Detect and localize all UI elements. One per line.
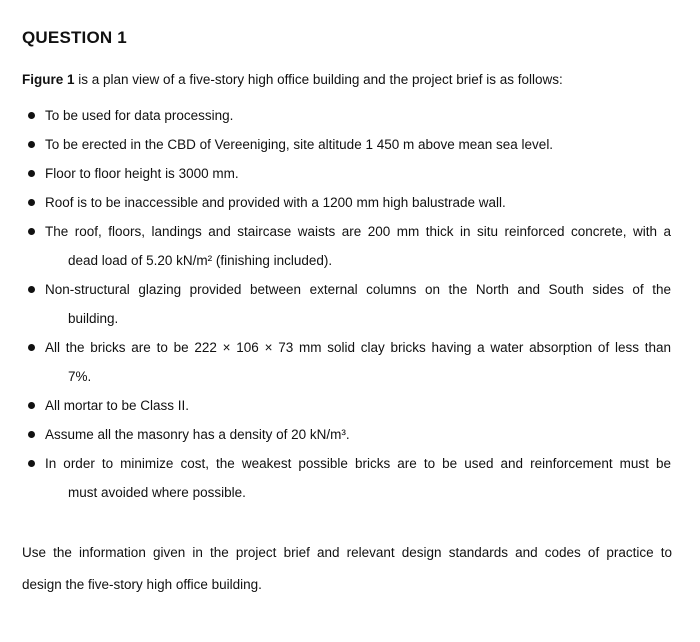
list-item: [0, 391, 700, 420]
list-item: [0, 188, 700, 217]
list-item-text: All mortar to be Class II.: [45, 398, 190, 413]
bullet-icon: [28, 286, 35, 293]
list-item-text: The roof, floors, landings and staircase waists are 200 mm thick in situ reinforced concrete, with a: [45, 224, 671, 239]
list-item-continuation: 7%.: [68, 369, 92, 384]
list-item: [0, 159, 700, 188]
bullet-icon: [28, 112, 35, 119]
list-item: [0, 101, 700, 130]
list-item-text: Assume all the masonry has a density of 20 kN/m³.: [45, 427, 350, 442]
list-item: [0, 449, 700, 507]
list-item-continuation: dead load of 5.20 kN/m² (finishing included).: [68, 253, 333, 268]
bullet-icon: [28, 344, 35, 351]
list-item-text: Floor to floor height is 3000 mm.: [45, 166, 239, 181]
closing-line-2: design the five-story high office building.: [22, 577, 262, 592]
bullet-icon: [28, 431, 35, 438]
intro-paragraph: [22, 72, 563, 87]
list-item-text: Non-structural glazing provided between external columns on the North and South sides of the: [45, 282, 671, 297]
bullet-icon: [28, 199, 35, 206]
list-item: [0, 420, 700, 449]
list-item-continuation: must avoided where possible.: [68, 485, 246, 500]
project-brief-list: [0, 101, 700, 507]
list-item: [0, 130, 700, 159]
list-item-text: To be erected in the CBD of Vereeniging, site altitude 1 450 m above mean sea level.: [45, 137, 554, 152]
closing-line-1: Use the information given in the project brief and relevant design standards and codes of practice to: [22, 545, 672, 560]
question-heading: QUESTION 1: [22, 28, 127, 47]
list-item-text: Roof is to be inaccessible and provided with a 1200 mm high balustrade wall.: [45, 195, 506, 210]
list-item-text: In order to minimize cost, the weakest possible bricks are to be used and reinforcement must be: [45, 456, 671, 471]
bullet-icon: [28, 460, 35, 467]
bullet-icon: [28, 170, 35, 177]
bullet-icon: [28, 402, 35, 409]
list-item-text: To be used for data processing.: [45, 108, 234, 123]
list-item: [0, 217, 700, 275]
list-item-text: All the bricks are to be 222 × 106 × 73 mm solid clay bricks having a water absorption of less than: [45, 340, 671, 355]
intro-text: is a plan view of a five-story high office building and the project brief is as follows:: [74, 72, 563, 87]
list-item: [0, 333, 700, 391]
bullet-icon: [28, 141, 35, 148]
bullet-icon: [28, 228, 35, 235]
list-item: [0, 275, 700, 333]
list-item-continuation: building.: [68, 311, 119, 326]
figure-reference: Figure 1: [22, 72, 75, 87]
closing-paragraph: [22, 537, 672, 601]
